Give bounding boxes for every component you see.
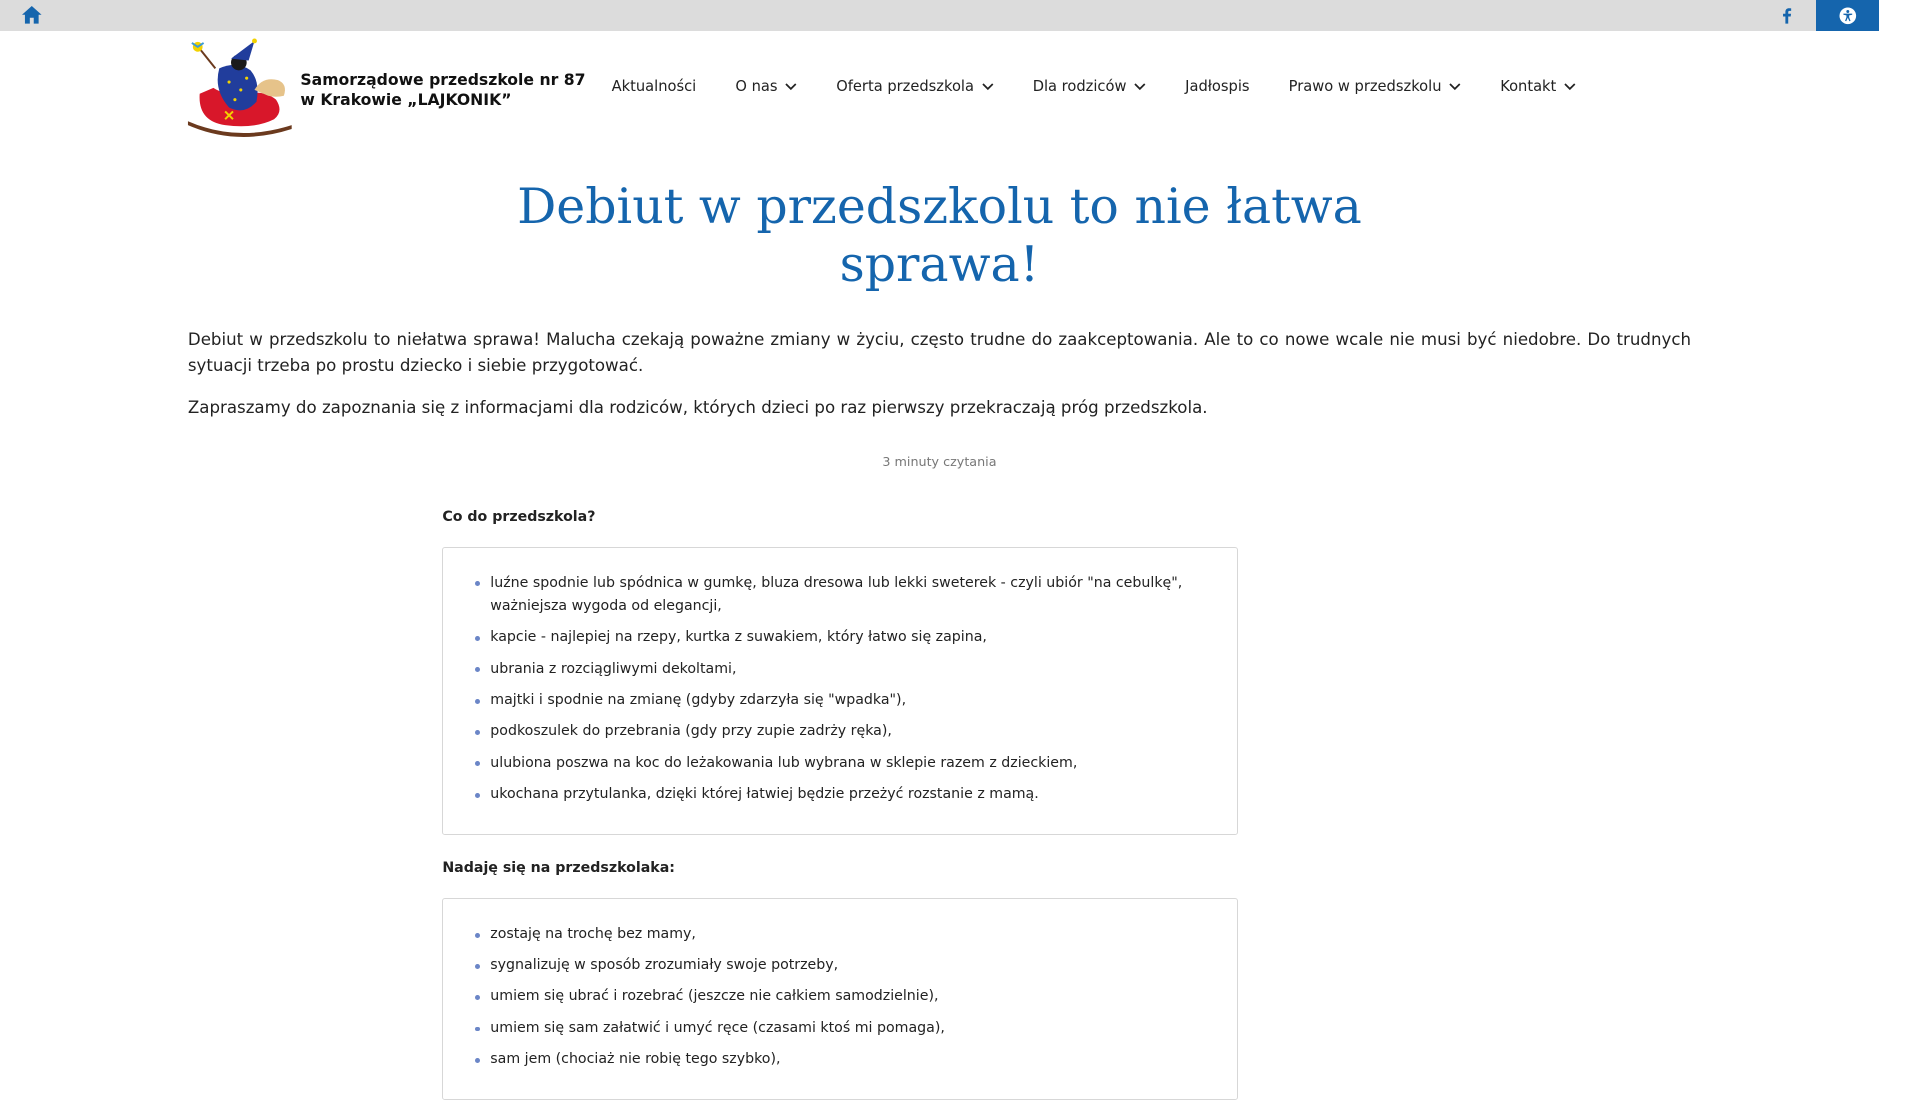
accessibility-icon — [1839, 7, 1857, 25]
chevron-down-icon — [1449, 83, 1461, 91]
nav-item-kontakt[interactable] — [1500, 78, 1576, 95]
site-name[interactable] — [300, 70, 594, 109]
nav-item-label: Aktualności — [611, 78, 697, 96]
list-item: ulubiona poszwa na koc do leżakowania lub wybrana w sklepie razem z dzieckiem, — [490, 752, 1197, 775]
checklist — [490, 923, 1197, 1072]
nav-item-label: Jadłospis — [1185, 78, 1250, 96]
section-heading-nadaje-sie: Nadaję się na przedszkolaka: — [442, 860, 675, 877]
chevron-down-icon — [1564, 83, 1576, 91]
main-navigation — [612, 78, 1615, 95]
article-intro — [188, 327, 1691, 438]
list-item: umiem się sam załatwić i umyć ręce (czasami ktoś mi pomaga), — [490, 1017, 1197, 1040]
list-item: umiem się ubrać i rozebrać (jeszcze nie całkiem samodzielnie), — [490, 985, 1197, 1008]
list-item: majtki i spodnie na zmianę (gdyby zdarzyła się "wpadka"), — [490, 689, 1197, 712]
page-title: Debiut w przedszkolu to nie łatwa sprawa! — [517, 178, 1362, 293]
reading-time: 3 minuty czytania — [882, 454, 997, 470]
list-item: zostaję na trochę bez mamy, — [490, 923, 1197, 946]
nav-item-label: O nas — [735, 78, 778, 96]
nav-item-aktualnosci[interactable] — [612, 78, 697, 95]
list-item: luźne spodnie lub spódnica w gumkę, bluza dresowa lub lekki sweterek - czyli ubiór "na cebulkę", ważniejsza wygoda od elegancji, — [490, 572, 1197, 619]
list-item: sygnalizuję w sposób zrozumiały swoje potrzeby, — [490, 954, 1197, 977]
intro-paragraph-2: Zapraszamy do zapoznania się z informacjami dla rodziców, których dzieci po raz pierwszy przekraczają próg przedszkola. — [187, 398, 1208, 418]
accessibility-button[interactable] — [1816, 0, 1879, 31]
facebook-icon[interactable] — [1776, 5, 1798, 27]
top-utility-bar — [0, 0, 1879, 31]
nav-item-jadlospis[interactable] — [1185, 78, 1249, 95]
site-name-line2: w Krakowie „LAJKONIK” — [300, 90, 512, 110]
site-logo[interactable] — [186, 39, 296, 141]
list-item: kapcie - najlepiej na rzepy, kurtka z suwakiem, który łatwo się zapina, — [490, 626, 1197, 649]
nav-item-label: Oferta przedszkola — [836, 78, 974, 96]
list-box-nadaje-sie — [442, 898, 1238, 1100]
site-header — [0, 31, 1879, 146]
list-item: sam jem (chociaż nie robię tego szybko), — [490, 1048, 1197, 1071]
article-content — [442, 503, 1238, 1120]
home-icon[interactable] — [22, 6, 44, 26]
checklist — [490, 572, 1197, 807]
chevron-down-icon — [982, 83, 994, 91]
list-item: ukochana przytulanka, dzięki której łatwiej będzie przeżyć rozstanie z mamą. — [490, 783, 1197, 806]
nav-item-prawo-w-przedszkolu[interactable] — [1289, 78, 1461, 95]
nav-item-label: Prawo w przedszkolu — [1288, 78, 1442, 96]
site-name-line1: Samorządowe przedszkole nr 87 — [300, 70, 586, 90]
chevron-down-icon — [785, 83, 797, 91]
chevron-down-icon — [1134, 83, 1146, 91]
nav-item-o-nas[interactable] — [735, 78, 797, 95]
intro-paragraph-1: Debiut w przedszkolu to niełatwa sprawa! Malucha czekają poważne zmiany w życiu, często trudne do zaakceptowania. Ale to co nowe wcale nie musi być niedobre. Do trudnych sytuacji trzeba po prostu dziecko i siebie przygotować. — [187, 329, 1692, 376]
nav-item-oferta-przedszkola[interactable] — [836, 78, 993, 95]
nav-item-label: Kontakt — [1500, 78, 1557, 96]
nav-item-label: Dla rodziców — [1032, 78, 1127, 96]
section-heading-co-do-przedszkola: Co do przedszkola? — [442, 509, 596, 525]
list-item: ubrania z rozciągliwymi dekoltami, — [490, 658, 1197, 681]
list-item: podkoszulek do przebrania (gdy przy zupie zadrży ręka), — [490, 720, 1197, 743]
nav-item-dla-rodzicow[interactable] — [1033, 78, 1146, 95]
list-box-co-do-przedszkola — [442, 547, 1238, 835]
